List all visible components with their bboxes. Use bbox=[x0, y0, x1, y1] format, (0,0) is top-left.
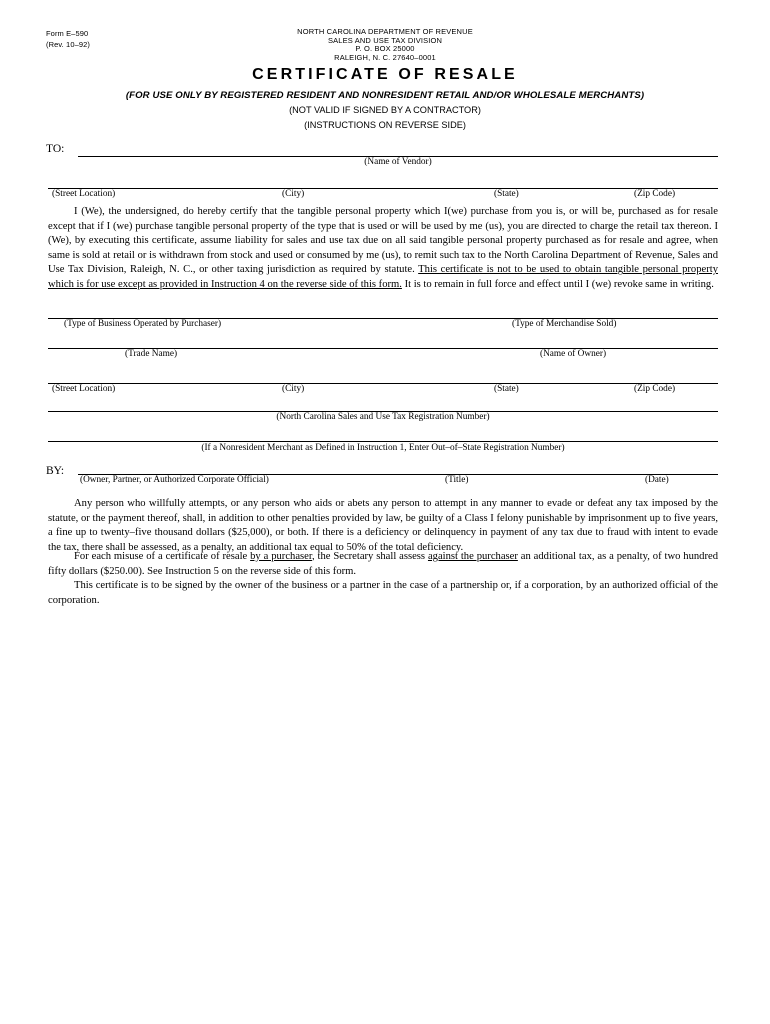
type-of-merchandise-label: (Type of Merchandise Sold) bbox=[512, 319, 617, 329]
agency-city-state-zip: RALEIGH, N. C. 27640–0001 bbox=[334, 52, 436, 62]
out-of-state-registration-label: (If a Nonresident Merchant as Defined in Instruction 1, Enter Out–of–State Registration Number) bbox=[201, 443, 565, 453]
misuse-text-underlined-against-the-purchaser: against the purchaser bbox=[427, 551, 518, 562]
purchaser-zip-label: (Zip Code) bbox=[634, 384, 676, 394]
agency-po-box: P. O. BOX 25000 bbox=[355, 44, 415, 54]
form-revision: (Rev. 10–92) bbox=[46, 40, 90, 49]
nc-registration-label: (North Carolina Sales and Use Tax Registration Number) bbox=[276, 412, 490, 422]
penalty-paragraph bbox=[48, 497, 718, 555]
form-number: Form E–590 bbox=[46, 29, 89, 38]
vendor-street-label: (Street Location) bbox=[52, 189, 116, 199]
vendor-zip-label: (Zip Code) bbox=[634, 189, 676, 199]
agency-name: NORTH CAROLINA DEPARTMENT OF REVENUE bbox=[297, 27, 473, 36]
agency-division: SALES AND USE TAX DIVISION bbox=[327, 35, 443, 45]
out-of-state-registration-input-line[interactable] bbox=[48, 441, 718, 442]
misuse-text-underlined-by-a-purchaser: by a purchaser bbox=[250, 551, 312, 562]
penalty-text: Any person who willfully attempts, or any person who aids or abets any person to attempt in any manner to evade or defeat any tax imposed by the statute, or the payment thereof, shall, in addition to other penalties provided by law, be guilty of a Class I felony punishable by imprisonment up to five years, a fine up to twenty–five thousand dollars ($25,000), or both. If there is a deficiency or delinquency in payment of any tax due to fraud with intent to evade the tax, there shall be assessed, as a penalty, an additional tax equal to 50% of the total deficiency. bbox=[48, 498, 718, 553]
to-label: TO: bbox=[46, 143, 65, 155]
date-label: (Date) bbox=[645, 475, 669, 485]
title-subtitle-validity: (NOT VALID IF SIGNED BY A CONTRACTOR) bbox=[289, 105, 481, 115]
certification-paragraph bbox=[48, 205, 718, 293]
signing-requirement-paragraph bbox=[48, 579, 718, 608]
page-title: CERTIFICATE OF RESALE bbox=[252, 66, 518, 83]
signing-requirement-text: This certificate is to be signed by the owner of the business or a partner in the case of a partnership or, if a corporation, by an authorized official of the corporation. bbox=[48, 580, 718, 606]
misuse-text-part-2: , the Secretary shall assess bbox=[311, 551, 428, 562]
certification-text-part-1: I (We), the undersigned, do hereby certify that the tangible personal property which I(we) purchase from you is, or will be, purchased as for resale except that if I (we) purchase tangible personal property of the type that is used or will be used by me (us), you are directed to charge the retail tax thereon. I (We), by executing this certificate, assume liability for sales and use tax due on all said tangible personal property purchased as for resale and agree, when same is sold at retail or is withdrawn from stock and used or consumed by me (us), to remit such tax to the North Carolina Department of Revenue, Sales and Use Tax Division, Raleigh, N. C., or other taxing jurisdiction as required by statute. bbox=[48, 206, 718, 276]
misuse-paragraph bbox=[48, 550, 718, 579]
agency-address-block bbox=[0, 28, 770, 62]
vendor-address-input-line[interactable] bbox=[48, 188, 718, 189]
name-of-owner-label: (Name of Owner) bbox=[540, 349, 607, 359]
authorized-official-label: (Owner, Partner, or Authorized Corporate Official) bbox=[80, 475, 269, 485]
misuse-text-part-1: For each misuse of a certificate of resale bbox=[74, 551, 251, 562]
misuse-text-part-3: an additional tax, as a penalty, of two hundred fifty dollars ($250.00). See Instruction 5 on the reverse side of this form. bbox=[48, 551, 719, 577]
vendor-state-label: (State) bbox=[494, 189, 519, 199]
certification-text-part-2: It is to remain in full force and effect until I (we) revoke same in writing. bbox=[401, 278, 714, 290]
title-subtitle-usage: (FOR USE ONLY BY REGISTERED RESIDENT AND NONRESIDENT RETAIL AND/OR WHOLESALE MERCHANTS) bbox=[125, 90, 645, 101]
title-label: (Title) bbox=[445, 475, 469, 485]
type-of-business-label: (Type of Business Operated by Purchaser) bbox=[64, 319, 222, 329]
purchaser-state-label: (State) bbox=[494, 384, 519, 394]
purchaser-street-label: (Street Location) bbox=[52, 384, 116, 394]
vendor-city-label: (City) bbox=[282, 189, 305, 199]
title-subtitle-instructions: (INSTRUCTIONS ON REVERSE SIDE) bbox=[304, 120, 466, 130]
purchaser-city-label: (City) bbox=[282, 384, 305, 394]
purchaser-address-input-line[interactable] bbox=[48, 383, 718, 384]
certification-text-underlined: This certificate is not to be used to obtain tangible personal property which is for use except as provided in Instruction 4 on the reverse side of this form. bbox=[48, 264, 718, 290]
trade-name-label: (Trade Name) bbox=[125, 349, 178, 359]
by-label: BY: bbox=[46, 465, 65, 477]
name-of-vendor-label: (Name of Vendor) bbox=[364, 157, 432, 167]
